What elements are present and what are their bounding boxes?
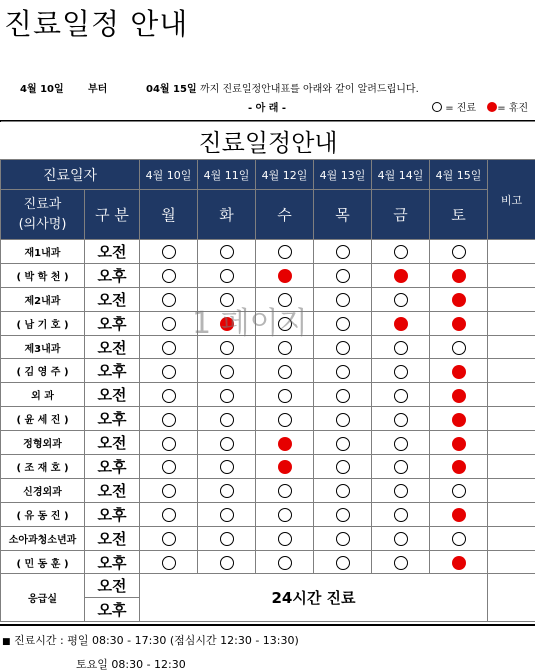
open-circle-icon [394, 437, 408, 451]
hours-saturday: 토요일 08:30 - 12:30 [76, 658, 186, 671]
open-circle-icon [220, 269, 234, 283]
schedule-cell [256, 311, 314, 335]
open-circle-icon [452, 245, 466, 259]
open-circle-icon [394, 365, 408, 379]
open-circle-icon [220, 508, 234, 522]
open-circle-icon [336, 293, 350, 307]
note-cell [488, 526, 535, 550]
open-circle-icon [336, 365, 350, 379]
closed-dot-icon [394, 317, 408, 331]
schedule-cell [372, 335, 430, 359]
weekday-header-cell: 토 [430, 190, 488, 240]
session-cell: 오전 [85, 240, 140, 264]
open-circle-icon [452, 484, 466, 498]
schedule-cell [372, 455, 430, 479]
open-circle-icon [394, 341, 408, 355]
open-circle-icon [162, 556, 176, 570]
schedule-cell [140, 455, 198, 479]
open-circle-icon [162, 269, 176, 283]
schedule-cell [372, 478, 430, 502]
open-circle-icon [394, 245, 408, 259]
notice-from-date: 4월 10일 [20, 84, 64, 95]
open-circle-icon [162, 293, 176, 307]
open-circle-icon [432, 102, 442, 112]
schedule-cell [256, 550, 314, 574]
date-header-cell: 4월 15일 [430, 160, 488, 190]
dept-cell: 외 과 [1, 383, 85, 407]
schedule-cell [140, 287, 198, 311]
closed-dot-icon [278, 269, 292, 283]
closed-dot-icon [452, 556, 466, 570]
open-circle-icon [278, 556, 292, 570]
open-circle-icon [452, 341, 466, 355]
notice-from-word: 부터 [88, 84, 108, 95]
schedule-cell [256, 263, 314, 287]
closed-dot-icon [452, 437, 466, 451]
table-row [1, 287, 535, 311]
schedule-cell [198, 263, 256, 287]
schedule-cell [372, 502, 430, 526]
schedule-cell [314, 240, 372, 264]
schedule-cell [140, 311, 198, 335]
schedule-cell [198, 407, 256, 431]
schedule-cell [140, 240, 198, 264]
open-circle-icon [220, 389, 234, 403]
session-cell: 오전 [85, 526, 140, 550]
open-circle-icon [394, 413, 408, 427]
open-circle-icon [394, 556, 408, 570]
schedule-cell [140, 263, 198, 287]
schedule-cell [256, 431, 314, 455]
session-cell: 오전 [85, 383, 140, 407]
schedule-cell [140, 383, 198, 407]
schedule-cell [372, 359, 430, 383]
schedule-cell [314, 455, 372, 479]
open-circle-icon [220, 460, 234, 474]
schedule-cell [314, 311, 372, 335]
schedule-cell [314, 263, 372, 287]
open-circle-icon [278, 484, 292, 498]
note-cell [488, 478, 535, 502]
note-cell [488, 431, 535, 455]
schedule-cell [140, 359, 198, 383]
open-circle-icon [162, 484, 176, 498]
schedule-cell [256, 359, 314, 383]
schedule-table [0, 121, 535, 622]
closed-dot-icon [487, 102, 497, 112]
dept-cell: 제3내과 [1, 335, 85, 359]
note-cell [488, 407, 535, 431]
session-cell: 오전 [85, 574, 140, 598]
schedule-cell [314, 407, 372, 431]
notice-below: - 아 래 - [248, 103, 287, 114]
schedule-cell [372, 263, 430, 287]
open-circle-icon [220, 293, 234, 307]
table-row [1, 335, 535, 359]
open-circle-icon [336, 389, 350, 403]
schedule-cell [256, 383, 314, 407]
dept-header-line1: 진료과 [23, 196, 62, 212]
schedule-cell [430, 431, 488, 455]
open-circle-icon [278, 508, 292, 522]
weekday-header-cell: 수 [256, 190, 314, 240]
notice-to-date: 04월 15일 [146, 84, 197, 95]
emergency-dept: 응급실 [1, 574, 85, 622]
note-cell [488, 502, 535, 526]
schedule-cell [430, 263, 488, 287]
open-circle-icon [220, 484, 234, 498]
schedule-cell [140, 431, 198, 455]
date-header-cell: 4월 11일 [198, 160, 256, 190]
date-header-cell: 4월 14일 [372, 160, 430, 190]
open-circle-icon [336, 484, 350, 498]
session-cell: 오후 [85, 550, 140, 574]
open-circle-icon [278, 365, 292, 379]
schedule-cell [430, 240, 488, 264]
schedule-cell [372, 240, 430, 264]
dept-cell: ( 민 동 훈 ) [1, 550, 85, 574]
note-cell [488, 287, 535, 311]
closed-dot-icon [452, 508, 466, 522]
schedule-cell [430, 359, 488, 383]
closed-dot-icon [452, 460, 466, 474]
session-cell: 오후 [85, 598, 140, 622]
open-circle-icon [220, 532, 234, 546]
open-circle-icon [162, 245, 176, 259]
schedule-cell [256, 287, 314, 311]
open-circle-icon [162, 508, 176, 522]
schedule-cell [430, 287, 488, 311]
open-circle-icon [336, 269, 350, 283]
page-title: 진료일정 안내 [4, 7, 189, 41]
note-cell [488, 455, 535, 479]
open-circle-icon [394, 460, 408, 474]
session-cell: 오전 [85, 335, 140, 359]
schedule-cell [140, 407, 198, 431]
open-circle-icon [220, 556, 234, 570]
schedule-cell [372, 431, 430, 455]
open-circle-icon [278, 245, 292, 259]
dept-cell: ( 조 재 호 ) [1, 455, 85, 479]
weekday-header-cell: 목 [314, 190, 372, 240]
session-cell: 오후 [85, 455, 140, 479]
dept-cell: ( 윤 세 진 ) [1, 407, 85, 431]
schedule-cell [198, 383, 256, 407]
schedule-cell [314, 502, 372, 526]
note-header: 비고 [488, 160, 535, 240]
session-cell: 오전 [85, 431, 140, 455]
dept-cell: ( 남 기 호 ) [1, 311, 85, 335]
open-circle-icon [162, 365, 176, 379]
note-cell [488, 311, 535, 335]
schedule-cell [198, 502, 256, 526]
open-circle-icon [336, 317, 350, 331]
schedule-cell [256, 335, 314, 359]
session-header: 구 분 [85, 190, 140, 240]
weekday-header-cell: 화 [198, 190, 256, 240]
table-row [1, 502, 535, 526]
schedule-cell [140, 502, 198, 526]
schedule-cell [198, 287, 256, 311]
session-cell: 오후 [85, 263, 140, 287]
schedule-cell [256, 407, 314, 431]
schedule-cell [372, 526, 430, 550]
schedule-cell [198, 550, 256, 574]
open-circle-icon [336, 245, 350, 259]
dept-header-line2: (의사명) [18, 216, 67, 232]
schedule-cell [430, 502, 488, 526]
square-bullet-icon: ■ [2, 637, 11, 647]
date-header: 진료일자 [1, 160, 140, 190]
hours-weekday [2, 632, 299, 648]
schedule-cell [372, 311, 430, 335]
schedule-cell [430, 335, 488, 359]
open-circle-icon [278, 532, 292, 546]
schedule-cell [256, 455, 314, 479]
schedule-cell [372, 550, 430, 574]
schedule-cell [256, 478, 314, 502]
session-cell: 오후 [85, 502, 140, 526]
schedule-cell [314, 335, 372, 359]
date-header-cell: 4월 10일 [140, 160, 198, 190]
open-circle-icon [162, 460, 176, 474]
dept-cell: ( 박 학 천 ) [1, 263, 85, 287]
open-circle-icon [278, 341, 292, 355]
note-cell [488, 383, 535, 407]
table-row [1, 478, 535, 502]
closed-dot-icon [452, 269, 466, 283]
schedule-cell [256, 502, 314, 526]
open-circle-icon [336, 437, 350, 451]
open-circle-icon [336, 556, 350, 570]
open-circle-icon [220, 437, 234, 451]
schedule-cell [430, 526, 488, 550]
weekday-header-cell: 금 [372, 190, 430, 240]
open-circle-icon [452, 532, 466, 546]
emergency-text: 24시간 진료 [140, 574, 488, 622]
note-cell [488, 359, 535, 383]
open-circle-icon [394, 484, 408, 498]
open-circle-icon [162, 532, 176, 546]
dept-cell: ( 김 영 주 ) [1, 359, 85, 383]
open-circle-icon [394, 508, 408, 522]
open-circle-icon [278, 293, 292, 307]
bottom-divider [0, 624, 535, 626]
open-circle-icon [278, 389, 292, 403]
legend-closed-label: = 휴진 [497, 103, 529, 114]
open-circle-icon [336, 341, 350, 355]
legend-open-label: = 진료 [445, 103, 477, 114]
open-circle-icon [220, 413, 234, 427]
note-cell [488, 240, 535, 264]
open-circle-icon [220, 245, 234, 259]
open-circle-icon [162, 389, 176, 403]
date-header-cell: 4월 12일 [256, 160, 314, 190]
schedule-cell [256, 526, 314, 550]
open-circle-icon [394, 389, 408, 403]
table-row [1, 526, 535, 550]
schedule-cell [430, 478, 488, 502]
closed-dot-icon [452, 413, 466, 427]
schedule-cell [256, 240, 314, 264]
dept-cell: 재1내과 [1, 240, 85, 264]
open-circle-icon [278, 317, 292, 331]
closed-dot-icon [278, 460, 292, 474]
schedule-cell [198, 359, 256, 383]
dept-cell: 정형외과 [1, 431, 85, 455]
dept-cell: 신경외과 [1, 478, 85, 502]
note-cell [488, 335, 535, 359]
closed-dot-icon [452, 293, 466, 307]
open-circle-icon [336, 508, 350, 522]
schedule-cell [198, 311, 256, 335]
open-circle-icon [162, 413, 176, 427]
schedule-cell [430, 455, 488, 479]
open-circle-icon [336, 413, 350, 427]
closed-dot-icon [452, 365, 466, 379]
schedule-cell [198, 455, 256, 479]
open-circle-icon [278, 413, 292, 427]
schedule-cell [430, 311, 488, 335]
schedule-cell [314, 359, 372, 383]
note-cell [488, 574, 535, 622]
schedule-cell [140, 478, 198, 502]
note-cell [488, 263, 535, 287]
closed-dot-icon [452, 317, 466, 331]
closed-dot-icon [220, 317, 234, 331]
schedule-cell [314, 431, 372, 455]
closed-dot-icon [452, 389, 466, 403]
table-row [1, 431, 535, 455]
schedule-cell [372, 383, 430, 407]
table-row [1, 407, 535, 431]
schedule-cell [372, 287, 430, 311]
schedule-cell [140, 526, 198, 550]
schedule-cell [430, 550, 488, 574]
notice-message: 까지 진료일정안내표를 아래와 같이 알려드립니다. [200, 84, 419, 95]
schedule-cell [430, 407, 488, 431]
schedule-cell [314, 550, 372, 574]
open-circle-icon [220, 365, 234, 379]
session-cell: 오전 [85, 287, 140, 311]
open-circle-icon [162, 437, 176, 451]
legend [432, 99, 528, 114]
schedule-cell [314, 287, 372, 311]
dept-cell: 소아과청소년과 [1, 526, 85, 550]
schedule-cell [198, 478, 256, 502]
table-row [1, 574, 535, 598]
schedule-cell [314, 526, 372, 550]
schedule-cell [198, 240, 256, 264]
table-row [1, 550, 535, 574]
open-circle-icon [336, 532, 350, 546]
schedule-cell [430, 383, 488, 407]
dept-header [1, 190, 85, 240]
dept-cell: 제2내과 [1, 287, 85, 311]
open-circle-icon [162, 317, 176, 331]
open-circle-icon [220, 341, 234, 355]
schedule-cell [198, 335, 256, 359]
session-cell: 오후 [85, 311, 140, 335]
table-row [1, 240, 535, 264]
table-row [1, 359, 535, 383]
weekday-header-cell: 월 [140, 190, 198, 240]
schedule-cell [372, 407, 430, 431]
schedule-cell [140, 335, 198, 359]
table-row [1, 263, 535, 287]
schedule-cell [314, 383, 372, 407]
page-watermark: 1 페이지 [192, 306, 308, 341]
table-heading: 진료일정안내 [1, 122, 535, 160]
open-circle-icon [162, 341, 176, 355]
session-cell: 오후 [85, 359, 140, 383]
note-cell [488, 550, 535, 574]
open-circle-icon [394, 293, 408, 307]
session-cell: 오전 [85, 478, 140, 502]
schedule-cell [198, 431, 256, 455]
open-circle-icon [394, 532, 408, 546]
hours-weekday-text: 진료시간 : 평일 08:30 - 17:30 (점심시간 12:30 - 13:30) [14, 634, 299, 647]
table-row [1, 383, 535, 407]
date-header-cell: 4월 13일 [314, 160, 372, 190]
schedule-cell [140, 550, 198, 574]
schedule-cell [314, 478, 372, 502]
closed-dot-icon [278, 437, 292, 451]
open-circle-icon [336, 460, 350, 474]
schedule-cell [198, 526, 256, 550]
table-row [1, 311, 535, 335]
table-row [1, 455, 535, 479]
session-cell: 오후 [85, 407, 140, 431]
dept-cell: ( 유 동 진 ) [1, 502, 85, 526]
closed-dot-icon [394, 269, 408, 283]
